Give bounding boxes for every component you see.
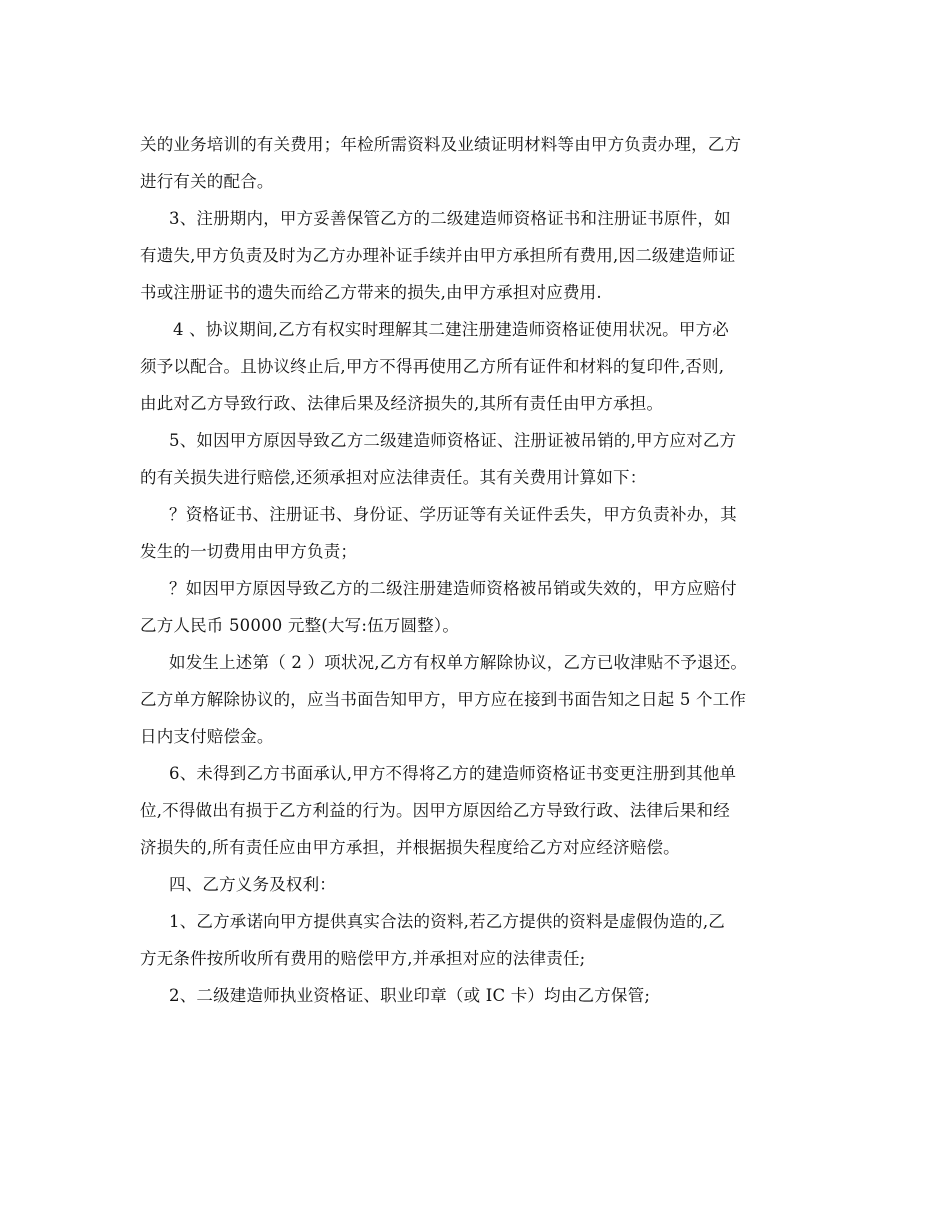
text-line: 关的业务培训的有关费用；年检所需资料及业绩证明材料等由甲方负责办理，乙方 xyxy=(140,135,742,154)
text-line: 有遗失,甲方负责及时为乙方办理补证手续并由甲方承担所有费用,因二级建造师证 xyxy=(140,246,736,265)
text-line: 位,不得做出有损于乙方利益的行为。因甲方原因给乙方导致行政、法律后果和经 xyxy=(140,801,730,820)
text-line: 5、如因甲方原因导致乙方二级建造师资格证、注册证被吊销的,甲方应对乙方 xyxy=(169,431,737,450)
text-line: 3、注册期内，甲方妥善保管乙方的二级建造师资格证书和注册证书原件，如 xyxy=(169,209,731,228)
text-line: 如发生上述第（ 2 ）项状况,乙方有权单方解除协议，乙方已收津贴不予退还。 xyxy=(169,653,748,672)
text-line: 4 、协议期间,乙方有权实时理解其二建注册建造师资格证使用状况。甲方必 xyxy=(173,320,729,339)
section-heading: 四、乙方义务及权利： xyxy=(169,875,336,894)
text-line: 日内支付赔偿金。 xyxy=(140,727,274,746)
text-line: 济损失的,所有责任应由甲方承担，并根据损失程度给乙方对应经济赔偿。 xyxy=(140,838,680,857)
text-line: 由此对乙方导致行政、法律后果及经济损失的,其所有责任由甲方承担。 xyxy=(140,394,664,413)
text-line: 须予以配合。且协议终止后,甲方不得再使用乙方所有证件和材料的复印件,否则, xyxy=(140,357,725,376)
document-body xyxy=(140,126,820,1014)
text-line: 乙方单方解除协议的，应当书面告知甲方，甲方应在接到书面告知之日起 5 个工作 xyxy=(140,690,747,709)
text-line: ？资格证书、注册证书、身份证、学历证等有关证件丢失，甲方负责补办，其 xyxy=(169,505,737,524)
text-line: 方无条件按所收所有费用的赔偿甲方,并承担对应的法律责任; xyxy=(140,949,586,968)
text-line: 1、乙方承诺向甲方提供真实合法的资料,若乙方提供的资料是虚假伪造的,乙 xyxy=(169,912,725,931)
text-line: 进行有关的配合。 xyxy=(140,172,274,191)
text-line: 6、未得到乙方书面承认,甲方不得将乙方的建造师资格证书变更注册到其他单 xyxy=(169,764,737,783)
text-line: 乙方人民币 50000 元整(大写:伍万圆整）。 xyxy=(140,616,460,635)
text-line: 的有关损失进行赔偿,还须承担对应法律责任。其有关费用计算如下： xyxy=(140,468,647,487)
text-line: 发生的一切费用由甲方负责； xyxy=(140,542,358,561)
text-line: ？如因甲方原因导致乙方的二级注册建造师资格被吊销或失效的，甲方应赔付 xyxy=(169,579,737,598)
text-line: 书或注册证书的遗失而给乙方带来的损失,由甲方承担对应费用. xyxy=(140,283,602,302)
text-line: 2、二级建造师执业资格证、职业印章（或 IC 卡）均由乙方保管; xyxy=(169,986,651,1005)
